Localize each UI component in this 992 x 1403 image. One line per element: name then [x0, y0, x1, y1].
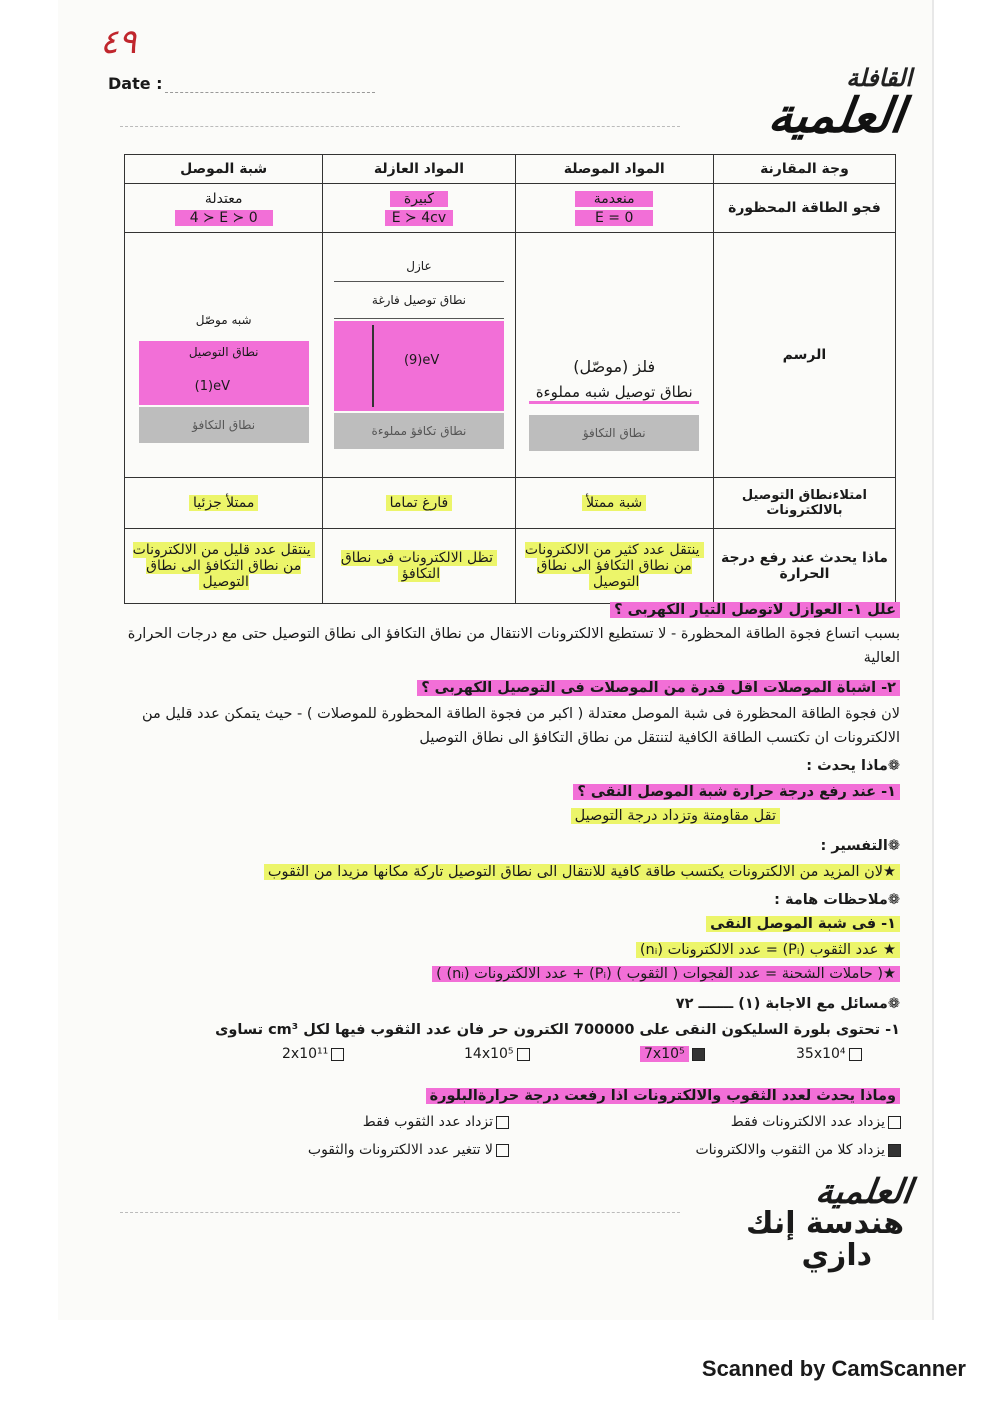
gap-label: فجو الطاقة المحظورة — [713, 184, 895, 233]
gap-arrow — [372, 325, 374, 407]
answer-2: لان فجوة الطاقة المحظورة فى شبة الموصل معتدلة ( اكبر من فجوة الطاقة المحظورة للموصلات ) - حيث يتمكن عدد قليل من الالكترونات ان تكتسب الطاقة الكافية لتنتقل من نطاق التكافؤ الى نطاق التوصيل — [141, 706, 900, 746]
note1-title: ١- فى شبة الموصل النقى — [120, 912, 900, 936]
date-label: Date : — [108, 74, 163, 93]
scanner-label: Scanned by CamScanner — [701, 1356, 966, 1381]
table-header: المواد العازلة — [323, 155, 515, 184]
notes-title: ❁ملاحظات هامة : — [774, 892, 900, 908]
draw-label: الرسم — [713, 233, 895, 478]
mcq2-option-correct[interactable]: يزداد كلا من الثقوب والالكترونات — [695, 1142, 904, 1158]
mcq2-option[interactable]: تزداد عدد الثقوب فقط — [363, 1114, 512, 1130]
conductor-upper-band: نطاق توصيل شبه مملوءة — [529, 383, 699, 404]
heat-value: ينتقل عدد كثير من الالكترونات من نطاق التكافؤ الى نطاق التوصيل — [515, 529, 713, 604]
conductor-diagram — [515, 233, 713, 478]
footer-rule — [120, 1212, 680, 1213]
semi-lower-band: نطاق التكافؤ — [139, 407, 309, 443]
note1-a: ★ عدد الثقوب (Pᵢ) = عدد الالكترونات (nᵢ) — [120, 938, 900, 962]
conductor-lower-band: نطاق التكافؤ — [529, 415, 699, 451]
insulator-diagram — [323, 233, 515, 478]
answer-1: بسبب اتساع فجوة الطاقة المحظورة - لا تستطيع الالكترونات الانتقال من نطاق التكافؤ الى نطاق التوصيل حتى مع درجات الحرارة العالية — [127, 626, 900, 666]
mcq2-option[interactable]: يزداد عدد الالكترونات فقط — [731, 1114, 904, 1130]
mcq-title: ❁مسائل مع الاجابة (١) ـــــــ ٧٢ — [675, 996, 900, 1012]
fill-value: ممتلأ جزئيا — [125, 478, 323, 529]
conductor-gap: منعدمة E = 0 — [515, 184, 713, 233]
conductor-title: فلز (موصّل) — [573, 357, 656, 376]
mcq1-option-correct[interactable]: 7x10⁵ — [640, 1046, 708, 1062]
comparison-table — [124, 154, 896, 604]
semi-upper-label: نطاق التوصيل — [188, 345, 259, 359]
mcq1-option[interactable]: 2x10¹¹ — [282, 1046, 347, 1062]
interpretation-title: ❁التفسير : — [820, 838, 900, 854]
mcq2-option[interactable]: لا تتغير عدد الالكترونات والثقوب — [308, 1142, 512, 1158]
heat-label: ماذا يحدث عند رفع درجة الحرارة — [713, 529, 895, 604]
footer-brand: العلمية — [813, 1172, 915, 1212]
mcq-question-2: وماذا يحدث لعدد الثقوب والالكترونات اذا رفعت درجة حرارةالبلورة — [120, 1084, 900, 1108]
mcq1-option[interactable]: 35x10⁴ — [796, 1046, 865, 1062]
table-header: وجة المقارنة — [713, 155, 895, 184]
semi-gap-value: (1)eV — [194, 379, 230, 394]
heat-value: ينتقل عدد قليل من الالكترونات من نطاق التكافؤ الى نطاق التوصيل — [125, 529, 323, 604]
date-line — [165, 92, 375, 93]
brand-line2: العلمية — [765, 88, 908, 144]
insulator-lower-band: نطاق تكافؤ مملوءة — [334, 413, 504, 449]
note1-b: ★( حاملات الشحنة = عدد الفجوات ( الثقوب ) (Pᵢ) + عدد الالكترونات (nᵢ) ) — [120, 962, 900, 986]
question-3: ١- عند رفع درجة حرارة شبة الموصل النقى ؟ — [120, 780, 900, 804]
fill-value: شبة ممتلأ — [515, 478, 713, 529]
semi-title: شبه موصّل — [195, 313, 252, 327]
mcq-question-1: ١- تحتوى بلورة السليكون النقى على 700000 الكترون حر فان عدد الثقوب فيها لكل cm³ تساوى — [215, 1022, 900, 1038]
interpretation: ★لان المزيد من الالكترونات يكتسب طاقة كافية للانتقال الى نطاق التوصيل تاركة مكانها مزيدا من الثقوب — [120, 860, 900, 884]
insulator-gap: كبيرة E ≻ 4cv — [323, 184, 515, 233]
heat-value: تظل الالكترونات فى نطاق التكافؤ — [323, 529, 515, 604]
page-number: ٤٩ — [100, 22, 137, 62]
semi-gap: معتدلة 4 ≻ E ≻ 0 — [125, 184, 323, 233]
brand-line1: القافلة — [846, 64, 912, 92]
footer-sub1: هندسة إنك — [746, 1206, 904, 1241]
footer-sub2: دازي — [801, 1238, 872, 1273]
question-2: ٢- اشباة الموصلات اقل قدرة من الموصلات فى التوصيل الكهربى ؟ — [120, 676, 900, 700]
what-happens-title: ❁ماذا يحدث : — [806, 758, 900, 774]
fill-value: فارغ تماما — [323, 478, 515, 529]
fill-label: امتلاءنطاق التوصيل بالالكترونات — [713, 478, 895, 529]
insulator-gap-value: (9)eV — [403, 353, 440, 368]
question-1: علل ١- العوازل لاتوصل التيار الكهربى ؟ — [120, 598, 900, 622]
answer-3: تقل مقاومتة وتزداد درجة التوصيل — [120, 804, 900, 828]
table-header: المواد الموصلة — [515, 155, 713, 184]
semi-diagram — [125, 233, 323, 478]
table-header: شبة الموصل — [125, 155, 323, 184]
insulator-title: عازل — [406, 259, 432, 273]
mcq1-option[interactable]: 14x10⁵ — [464, 1046, 533, 1062]
header-rule — [120, 126, 680, 127]
insulator-upper-band: نطاق توصيل فارغة — [334, 281, 504, 319]
